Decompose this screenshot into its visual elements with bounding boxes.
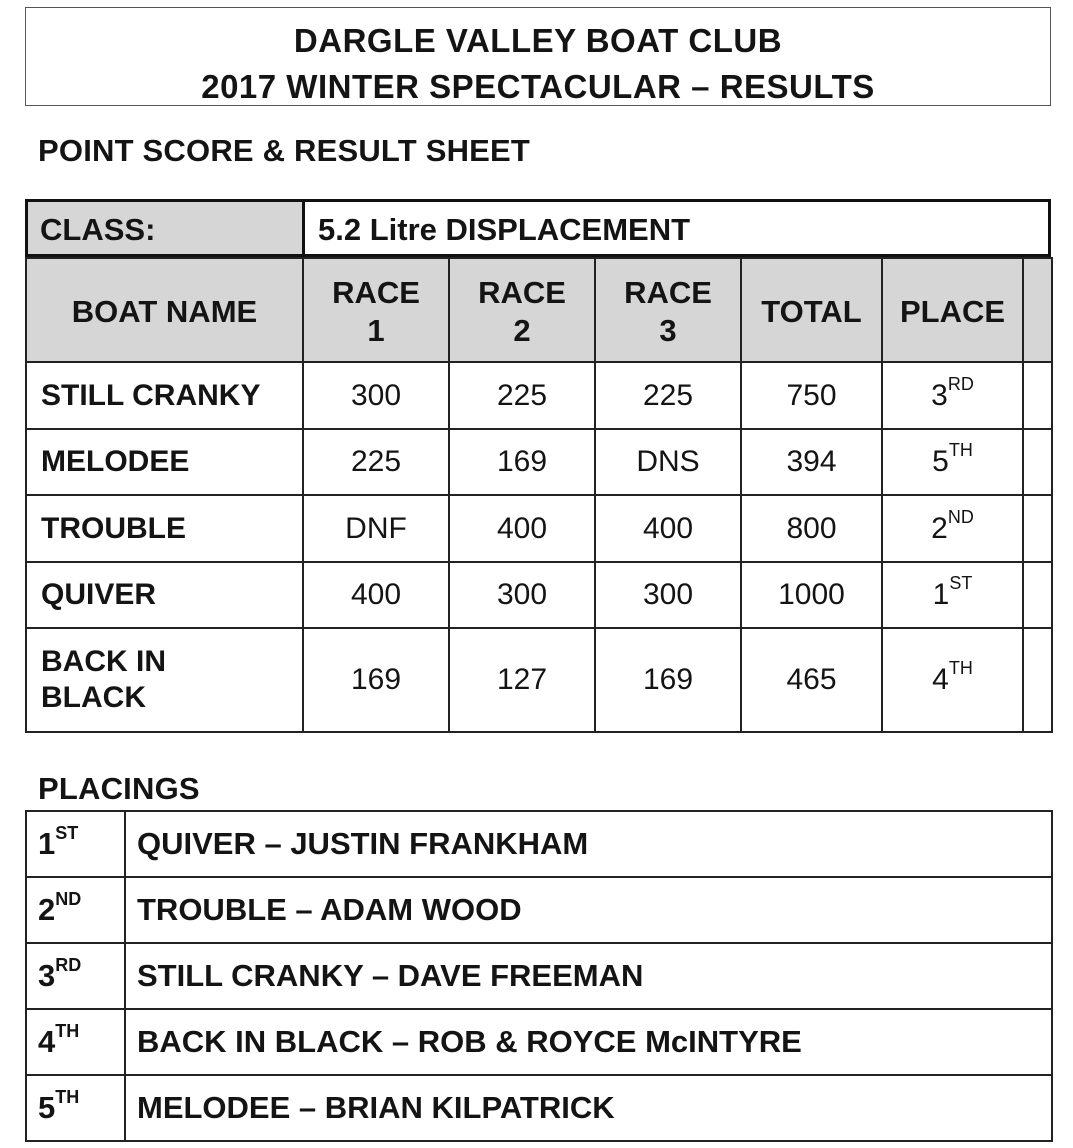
placing-description: STILL CRANKY – DAVE FREEMAN [125,943,1052,1009]
placing-row [26,1075,1052,1141]
race-1-score: 225 [303,429,449,495]
race-1-score: 169 [303,628,449,732]
placing-row [26,943,1052,1009]
race-1-score: 300 [303,362,449,429]
placing-row [26,877,1052,943]
place: 5TH [882,429,1023,495]
boat-name: STILL CRANKY [26,362,303,429]
col-race-2: RACE 2 [449,258,595,362]
total-score: 465 [741,628,882,732]
place: 2ND [882,495,1023,562]
placing-position: 3RD [26,943,125,1009]
place: 4TH [882,628,1023,732]
class-label: CLASS: [28,202,305,254]
race-2-score: 169 [449,429,595,495]
class-value: 5.2 Litre DISPLACEMENT [318,212,691,247]
place: 1ST [882,562,1023,628]
total-score: 800 [741,495,882,562]
col-race-3: RACE 3 [595,258,741,362]
col-race-1: RACE 1 [303,258,449,362]
race-2-score: 300 [449,562,595,628]
blank-cell [1023,628,1052,732]
race-2-score: 127 [449,628,595,732]
event-title: 2017 WINTER SPECTACULAR – RESULTS [201,68,875,105]
placings-table [25,810,1053,1142]
race-2-score: 225 [449,362,595,429]
placing-position: 4TH [26,1009,125,1075]
placing-description: MELODEE – BRIAN KILPATRICK [125,1075,1052,1141]
sheet-title: POINT SCORE & RESULT SHEET [38,133,531,168]
placing-position: 5TH [26,1075,125,1141]
race-2-score: 400 [449,495,595,562]
placing-description: BACK IN BLACK – ROB & ROYCE McINTYRE [125,1009,1052,1075]
boat-name: QUIVER [26,562,303,628]
blank-cell [1023,429,1052,495]
total-score: 750 [741,362,882,429]
total-score: 394 [741,429,882,495]
blank-cell [1023,562,1052,628]
placing-description: TROUBLE – ADAM WOOD [125,877,1052,943]
table-row [26,362,1052,429]
boat-name: MELODEE [26,429,303,495]
boat-name: TROUBLE [26,495,303,562]
placing-row [26,811,1052,877]
col-boat-name: BOAT NAME [26,258,303,362]
placing-row [26,1009,1052,1075]
total-score: 1000 [741,562,882,628]
blank-cell [1023,495,1052,562]
results-table [25,257,1053,733]
race-1-score: DNF [303,495,449,562]
table-row [26,562,1052,628]
col-place: PLACE [882,258,1023,362]
race-3-score: 169 [595,628,741,732]
race-3-score: 400 [595,495,741,562]
boat-name: BACK IN BLACK [26,628,303,732]
placing-position: 2ND [26,877,125,943]
race-3-score: 300 [595,562,741,628]
table-row [26,429,1052,495]
place: 3RD [882,362,1023,429]
placings-title: PLACINGS [38,771,200,806]
col-blank [1023,258,1052,362]
race-3-score: 225 [595,362,741,429]
race-3-score: DNS [595,429,741,495]
col-total: TOTAL [741,258,882,362]
placing-description: QUIVER – JUSTIN FRANKHAM [125,811,1052,877]
blank-cell [1023,362,1052,429]
table-row [26,628,1052,732]
table-row [26,495,1052,562]
class-row [25,199,1051,257]
club-name: DARGLE VALLEY BOAT CLUB [293,22,783,59]
placing-position: 1ST [26,811,125,877]
results-header-row [26,258,1052,362]
race-1-score: 400 [303,562,449,628]
title-box [25,7,1051,106]
